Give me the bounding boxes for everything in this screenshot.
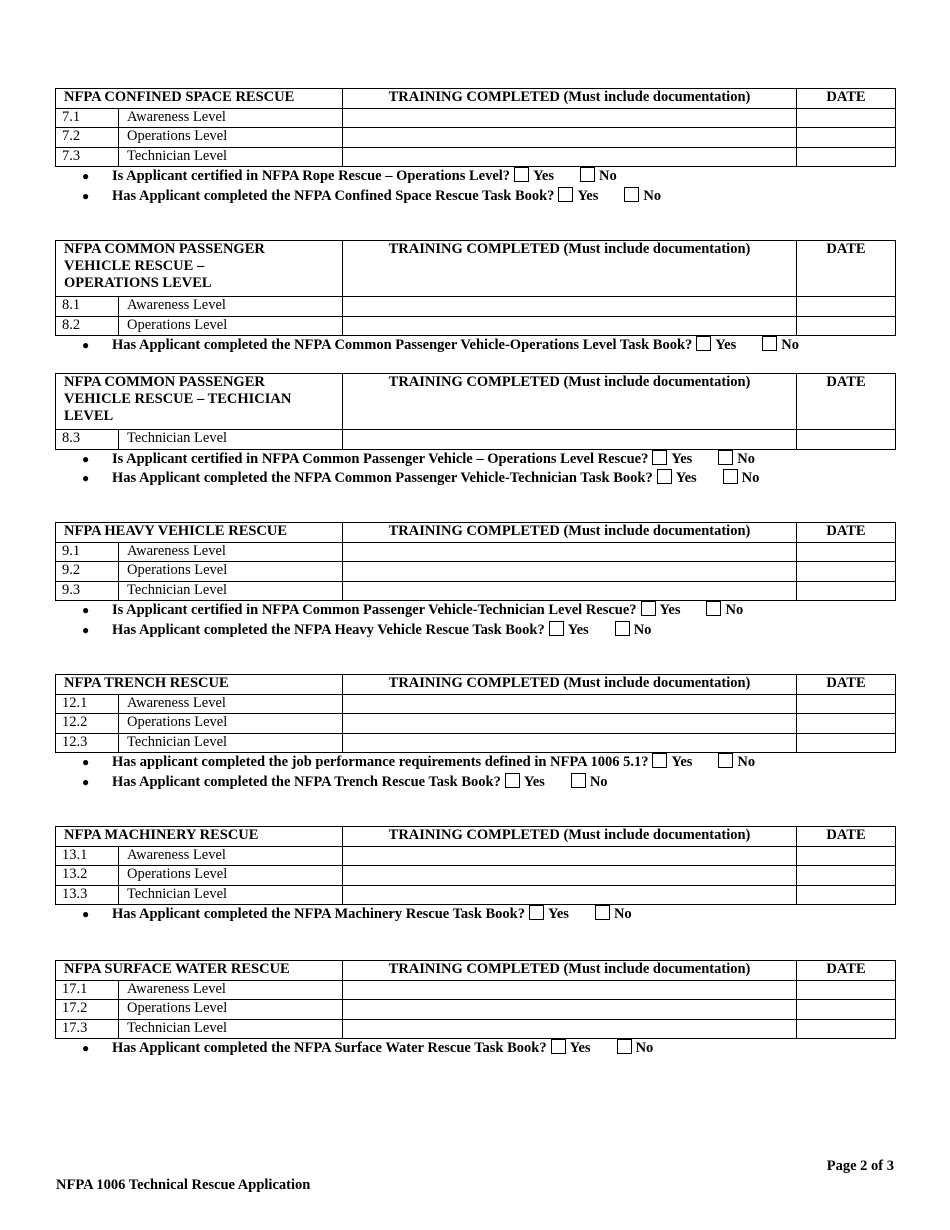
row-level: Technician Level xyxy=(119,147,343,167)
training-table xyxy=(55,373,896,450)
table-row xyxy=(56,147,896,167)
no-checkbox[interactable] xyxy=(723,469,738,484)
row-number: 7.2 xyxy=(56,128,119,148)
no-label: No xyxy=(741,470,760,486)
row-level: Operations Level xyxy=(119,316,343,336)
table-row xyxy=(56,980,896,1000)
yes-checkbox[interactable] xyxy=(549,621,564,636)
bullet-icon: ● xyxy=(82,338,90,352)
section-heavy-vehicle xyxy=(55,522,895,640)
table-row xyxy=(56,1019,896,1039)
training-table xyxy=(55,522,896,601)
training-cell[interactable] xyxy=(343,694,797,714)
row-level: Operations Level xyxy=(119,1000,343,1020)
training-header: TRAINING COMPLETED (Must include documentation) xyxy=(343,675,797,695)
row-level: Operations Level xyxy=(119,714,343,734)
row-level: Awareness Level xyxy=(119,542,343,562)
yes-checkbox[interactable] xyxy=(641,601,656,616)
training-cell[interactable] xyxy=(343,1000,797,1020)
date-cell[interactable] xyxy=(797,562,896,582)
question-text: Has Applicant completed the NFPA Confined Space Rescue Task Book? xyxy=(112,187,555,204)
page-number: Page 2 of 3 xyxy=(826,1158,894,1174)
question-item xyxy=(55,601,895,621)
table-row xyxy=(56,694,896,714)
no-label: No xyxy=(725,602,744,618)
date-header: DATE xyxy=(797,241,896,297)
table-row xyxy=(56,316,896,336)
row-level: Technician Level xyxy=(119,1019,343,1039)
row-level: Awareness Level xyxy=(119,846,343,866)
training-table xyxy=(55,960,896,1039)
date-cell[interactable] xyxy=(797,1000,896,1020)
yes-label: Yes xyxy=(675,470,697,486)
bullet-icon: ● xyxy=(82,755,90,769)
question-text: Is Applicant certified in NFPA Common Passenger Vehicle-Technician Level Rescue? xyxy=(112,602,637,618)
yes-checkbox[interactable] xyxy=(551,1039,566,1054)
question-text: Has Applicant completed the NFPA Common Passenger Vehicle-Technician Task Book? xyxy=(112,470,653,486)
training-table xyxy=(55,88,896,167)
row-level: Operations Level xyxy=(119,866,343,886)
row-number: 13.2 xyxy=(56,866,119,886)
training-cell[interactable] xyxy=(343,542,797,562)
training-header: TRAINING COMPLETED (Must include documentation) xyxy=(343,523,797,543)
section-title: NFPA COMMON PASSENGER VEHICLE RESCUE – TECHICIAN LEVEL xyxy=(56,374,343,430)
table-row xyxy=(56,714,896,734)
date-header: DATE xyxy=(797,675,896,695)
training-cell[interactable] xyxy=(343,297,797,317)
row-level: Technician Level xyxy=(119,581,343,601)
date-header: DATE xyxy=(797,374,896,430)
training-header: TRAINING COMPLETED (Must include documentation) xyxy=(343,374,797,430)
table-row xyxy=(56,108,896,128)
training-table xyxy=(55,826,896,905)
no-checkbox[interactable] xyxy=(617,1039,632,1054)
training-cell[interactable] xyxy=(343,733,797,753)
row-level: Awareness Level xyxy=(119,108,343,128)
table-row xyxy=(56,1000,896,1020)
training-cell[interactable] xyxy=(343,885,797,905)
date-cell[interactable] xyxy=(797,128,896,148)
question-item xyxy=(55,1039,895,1059)
yes-label: Yes xyxy=(569,1040,591,1056)
row-number: 9.1 xyxy=(56,542,119,562)
training-cell[interactable] xyxy=(343,147,797,167)
bullet-icon: ● xyxy=(82,1041,90,1055)
date-cell[interactable] xyxy=(797,980,896,1000)
no-label: No xyxy=(781,337,799,353)
yes-checkbox[interactable] xyxy=(696,336,711,351)
training-header: TRAINING COMPLETED (Must include documentation) xyxy=(343,89,797,109)
date-cell[interactable] xyxy=(797,430,896,450)
training-cell[interactable] xyxy=(343,581,797,601)
question-item xyxy=(55,753,895,773)
training-table xyxy=(55,674,896,753)
training-header: TRAINING COMPLETED (Must include documentation) xyxy=(343,241,797,297)
row-level: Awareness Level xyxy=(119,297,343,317)
section-title: NFPA HEAVY VEHICLE RESCUE xyxy=(56,523,343,543)
yes-checkbox[interactable] xyxy=(514,167,529,182)
bullet-icon: ● xyxy=(82,907,90,921)
date-cell[interactable] xyxy=(797,542,896,562)
question-text: Has Applicant completed the NFPA Trench Rescue Task Book? xyxy=(112,773,501,790)
yes-label: Yes xyxy=(577,187,599,204)
training-cell[interactable] xyxy=(343,1019,797,1039)
date-cell[interactable] xyxy=(797,581,896,601)
table-row xyxy=(56,885,896,905)
date-cell[interactable] xyxy=(797,714,896,734)
question-item xyxy=(55,621,895,641)
no-label: No xyxy=(737,450,756,467)
section-surface-water xyxy=(55,960,895,1059)
yes-label: Yes xyxy=(715,337,737,353)
yes-label: Yes xyxy=(533,168,555,184)
training-cell[interactable] xyxy=(343,714,797,734)
no-checkbox[interactable] xyxy=(624,187,639,202)
date-cell[interactable] xyxy=(797,694,896,714)
question-text: Has Applicant completed the NFPA Common Passenger Vehicle-Operations Level Task Book? xyxy=(112,337,693,353)
training-header: TRAINING COMPLETED (Must include documentation) xyxy=(343,827,797,847)
section-title: NFPA TRENCH RESCUE xyxy=(56,675,343,695)
training-cell[interactable] xyxy=(343,980,797,1000)
yes-checkbox[interactable] xyxy=(652,450,667,465)
no-checkbox[interactable] xyxy=(595,905,610,920)
section-title: NFPA SURFACE WATER RESCUE xyxy=(56,961,343,981)
training-table xyxy=(55,240,896,336)
row-level: Technician Level xyxy=(119,430,343,450)
row-number: 8.3 xyxy=(56,430,119,450)
table-row xyxy=(56,430,896,450)
table-row xyxy=(56,542,896,562)
date-header: DATE xyxy=(797,827,896,847)
no-label: No xyxy=(737,754,756,770)
no-label: No xyxy=(613,906,632,922)
date-cell[interactable] xyxy=(797,733,896,753)
section-cpv-operations xyxy=(55,240,895,356)
question-text: Is Applicant certified in NFPA Rope Rescue – Operations Level? xyxy=(112,168,511,184)
question-item xyxy=(55,450,895,470)
table-row xyxy=(56,128,896,148)
table-row xyxy=(56,581,896,601)
no-checkbox[interactable] xyxy=(762,336,777,351)
row-number: 9.3 xyxy=(56,581,119,601)
date-header: DATE xyxy=(797,89,896,109)
training-cell[interactable] xyxy=(343,866,797,886)
section-machinery xyxy=(55,826,895,925)
training-cell[interactable] xyxy=(343,562,797,582)
row-level: Technician Level xyxy=(119,733,343,753)
question-text: Has Applicant completed the NFPA Heavy Vehicle Rescue Task Book? xyxy=(112,621,545,638)
table-row xyxy=(56,846,896,866)
bullet-icon: ● xyxy=(82,774,90,789)
section-trench xyxy=(55,674,895,792)
training-cell[interactable] xyxy=(343,128,797,148)
section-title: NFPA CONFINED SPACE RESCUE xyxy=(56,89,343,109)
question-item xyxy=(55,167,895,187)
question-item xyxy=(55,469,895,489)
table-row xyxy=(56,562,896,582)
question-text: Is Applicant certified in NFPA Common Passenger Vehicle – Operations Level Rescue? xyxy=(112,450,649,467)
yes-checkbox[interactable] xyxy=(652,753,667,768)
no-label: No xyxy=(599,168,617,184)
question-text: Has Applicant completed the NFPA Machinery Rescue Task Book? xyxy=(112,906,525,922)
yes-checkbox[interactable] xyxy=(558,187,573,202)
row-level: Awareness Level xyxy=(119,980,343,1000)
no-checkbox[interactable] xyxy=(571,773,586,788)
row-number: 17.1 xyxy=(56,980,119,1000)
date-header: DATE xyxy=(797,523,896,543)
yes-checkbox[interactable] xyxy=(657,469,672,484)
bullet-icon: ● xyxy=(82,451,90,466)
row-number: 17.3 xyxy=(56,1019,119,1039)
row-number: 13.1 xyxy=(56,846,119,866)
table-row xyxy=(56,297,896,317)
row-number: 7.1 xyxy=(56,108,119,128)
bullet-icon: ● xyxy=(82,622,90,637)
row-level: Awareness Level xyxy=(119,694,343,714)
row-number: 12.2 xyxy=(56,714,119,734)
date-cell[interactable] xyxy=(797,297,896,317)
row-level: Operations Level xyxy=(119,562,343,582)
yes-label: Yes xyxy=(671,450,693,467)
date-cell[interactable] xyxy=(797,846,896,866)
section-cpv-technician xyxy=(55,373,895,489)
row-number: 9.2 xyxy=(56,562,119,582)
date-cell[interactable] xyxy=(797,108,896,128)
row-number: 8.1 xyxy=(56,297,119,317)
bullet-icon: ● xyxy=(82,169,90,183)
date-header: DATE xyxy=(797,961,896,981)
bullet-icon: ● xyxy=(82,188,90,203)
date-cell[interactable] xyxy=(797,885,896,905)
bullet-icon: ● xyxy=(82,603,90,617)
question-item xyxy=(55,905,895,925)
no-label: No xyxy=(635,1040,654,1056)
no-checkbox[interactable] xyxy=(706,601,721,616)
bullet-icon: ● xyxy=(82,471,90,485)
yes-label: Yes xyxy=(548,906,569,922)
question-item xyxy=(55,336,895,356)
table-row xyxy=(56,733,896,753)
date-cell[interactable] xyxy=(797,147,896,167)
no-checkbox[interactable] xyxy=(718,450,733,465)
question-text: Has Applicant completed the NFPA Surface Water Rescue Task Book? xyxy=(112,1040,547,1056)
question-item xyxy=(55,773,895,793)
question-text: Has applicant completed the job performance requirements defined in NFPA 1006 5.1? xyxy=(112,754,649,770)
no-checkbox[interactable] xyxy=(615,621,630,636)
yes-label: Yes xyxy=(567,621,589,638)
training-cell[interactable] xyxy=(343,316,797,336)
row-number: 17.2 xyxy=(56,1000,119,1020)
no-label: No xyxy=(643,187,662,204)
yes-label: Yes xyxy=(671,754,693,770)
no-label: No xyxy=(633,621,652,638)
row-number: 13.3 xyxy=(56,885,119,905)
section-title: NFPA COMMON PASSENGER VEHICLE RESCUE – OPERATIONS LEVEL xyxy=(56,241,343,297)
training-cell[interactable] xyxy=(343,846,797,866)
row-number: 7.3 xyxy=(56,147,119,167)
row-number: 12.1 xyxy=(56,694,119,714)
document-title: NFPA 1006 Technical Rescue Application xyxy=(56,1177,311,1193)
no-checkbox[interactable] xyxy=(580,167,595,182)
row-level: Technician Level xyxy=(119,885,343,905)
row-level: Operations Level xyxy=(119,128,343,148)
row-number: 8.2 xyxy=(56,316,119,336)
yes-checkbox[interactable] xyxy=(529,905,544,920)
training-cell[interactable] xyxy=(343,108,797,128)
training-cell[interactable] xyxy=(343,430,797,450)
question-item xyxy=(55,187,895,207)
date-cell[interactable] xyxy=(797,1019,896,1039)
training-header: TRAINING COMPLETED (Must include documentation) xyxy=(343,961,797,981)
date-cell[interactable] xyxy=(797,866,896,886)
no-label: No xyxy=(589,773,608,790)
date-cell[interactable] xyxy=(797,316,896,336)
yes-checkbox[interactable] xyxy=(505,773,520,788)
yes-label: Yes xyxy=(523,773,545,790)
yes-label: Yes xyxy=(659,602,681,618)
section-title: NFPA MACHINERY RESCUE xyxy=(56,827,343,847)
row-number: 12.3 xyxy=(56,733,119,753)
section-confined-space xyxy=(55,88,895,206)
no-checkbox[interactable] xyxy=(718,753,733,768)
table-row xyxy=(56,866,896,886)
